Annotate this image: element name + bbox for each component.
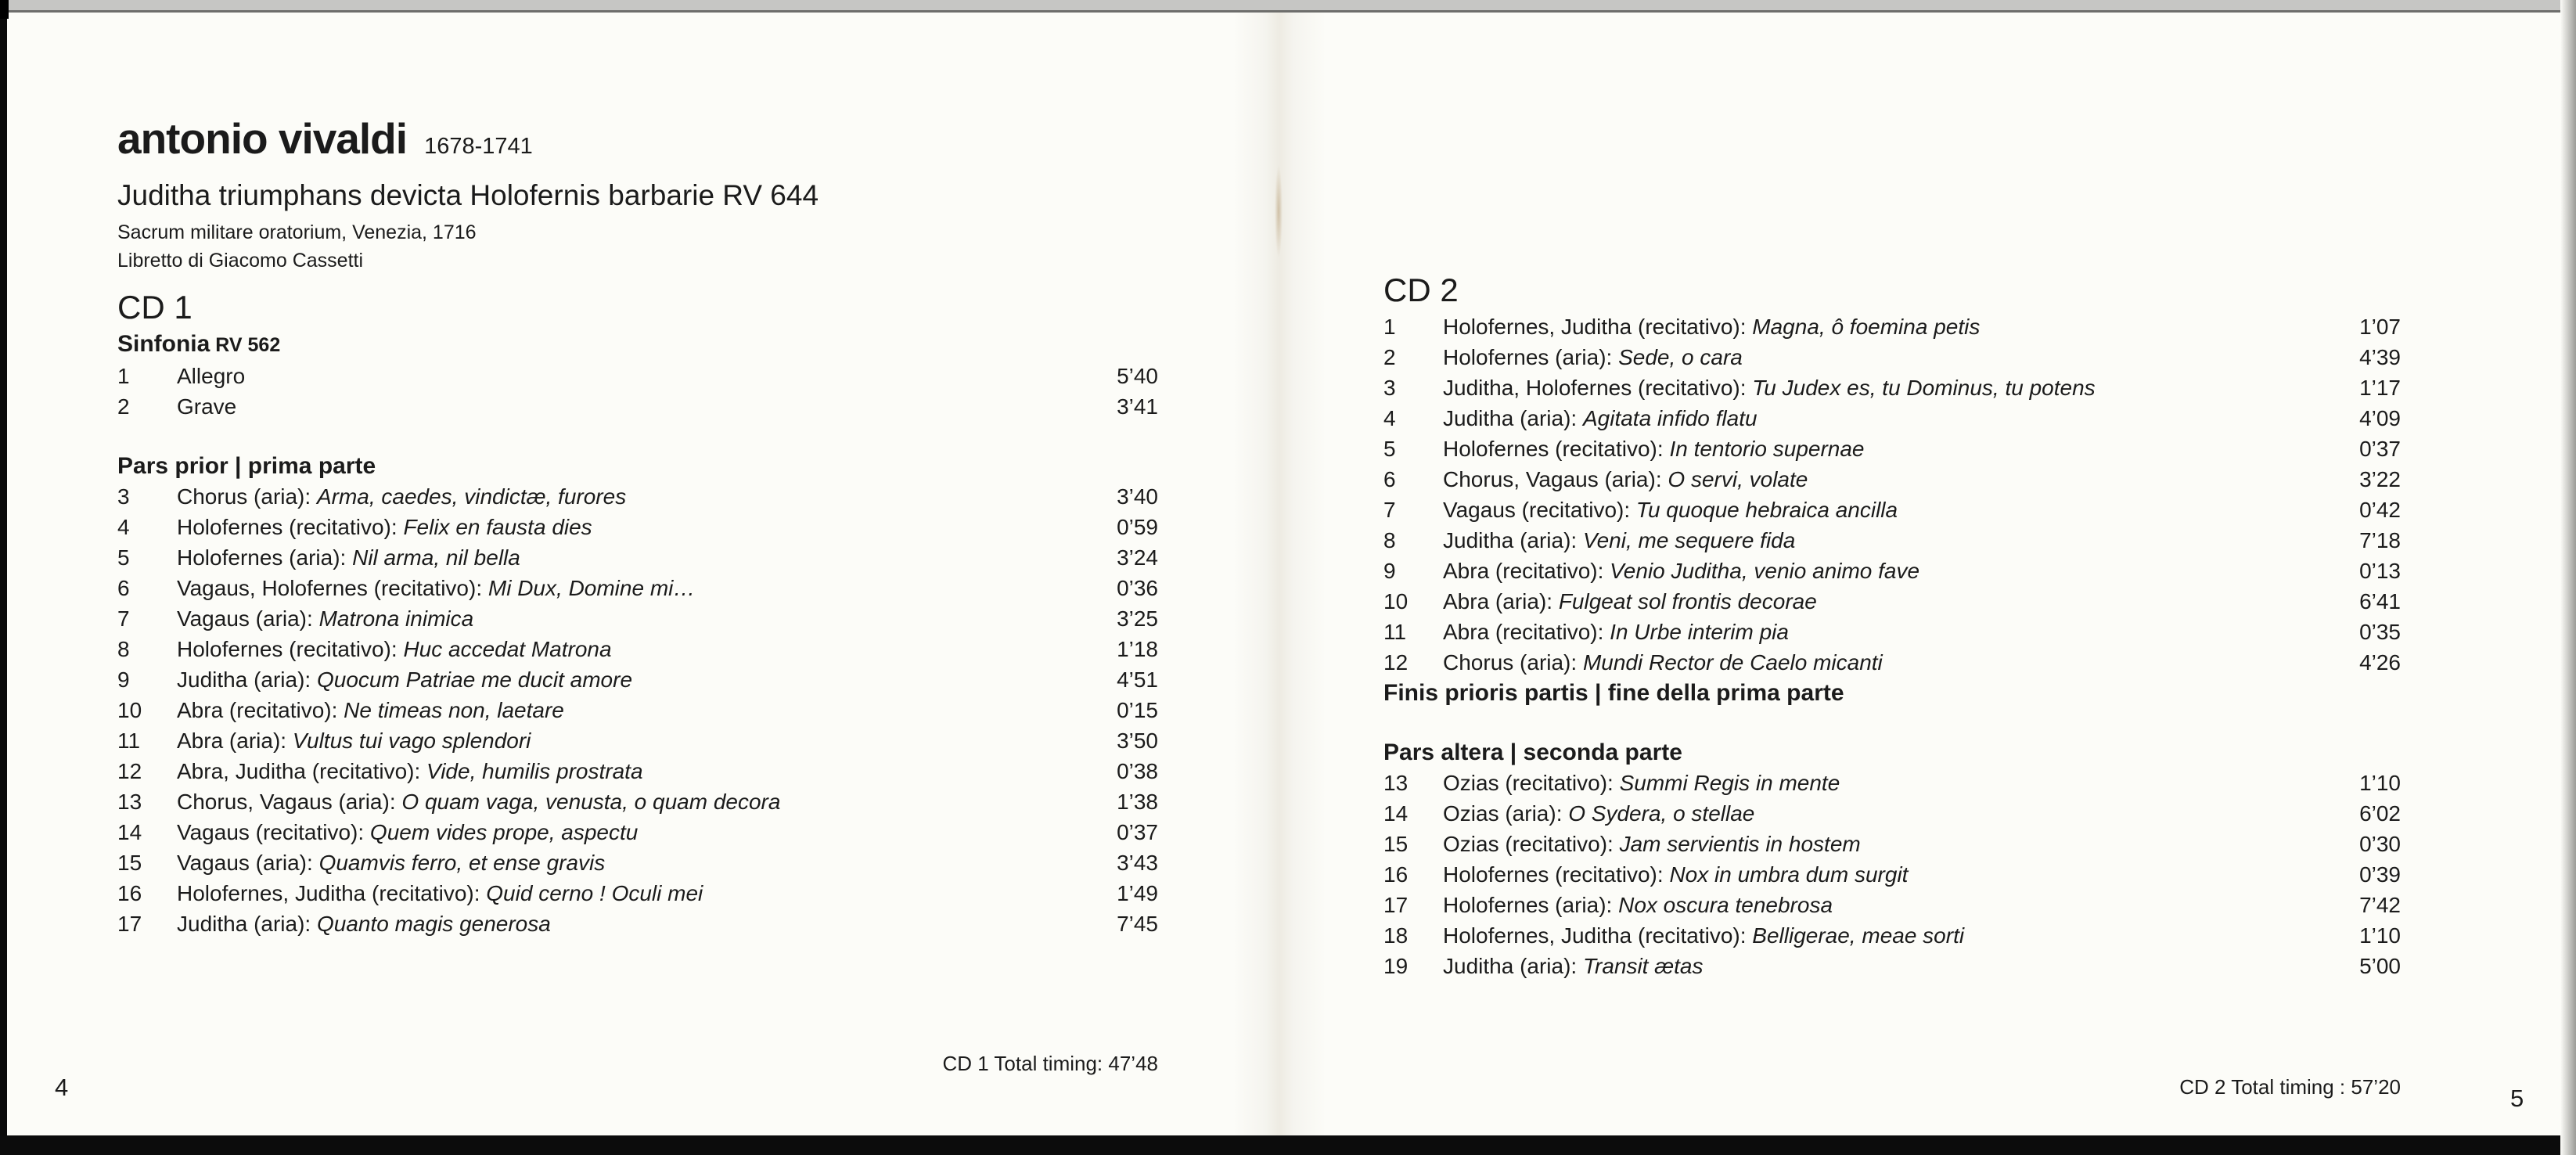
track-number: 7 bbox=[1383, 498, 1396, 523]
track-title: Juditha, Holofernes (recitativo): Tu Judex es, tu Dominus, tu potens bbox=[1443, 376, 2096, 401]
track-title: Juditha (aria): Transit ætas bbox=[1443, 954, 1704, 979]
track-timing: 4’09 bbox=[2359, 406, 2401, 431]
track-number: 17 bbox=[1383, 893, 1409, 918]
track-timing: 1’10 bbox=[2359, 771, 2401, 796]
track-number: 15 bbox=[117, 850, 142, 875]
section-heading: Finis prioris partis | fine della prima parte bbox=[1383, 680, 1844, 707]
track-title: Ozias (aria): O Sydera, o stellae bbox=[1443, 801, 1755, 826]
track-timing: 0’39 bbox=[2359, 862, 2401, 887]
track-row bbox=[1383, 859, 2401, 890]
track-title: Grave bbox=[177, 394, 237, 419]
track-number: 5 bbox=[117, 545, 130, 570]
track-timing: 3’41 bbox=[1117, 394, 1158, 419]
track-timing: 5’00 bbox=[2359, 954, 2401, 979]
track-timing: 0’36 bbox=[1117, 575, 1158, 600]
track-timing: 3’25 bbox=[1117, 606, 1158, 631]
track-timing: 3’50 bbox=[1117, 728, 1158, 753]
track-row bbox=[117, 573, 1158, 603]
track-title: Holofernes, Juditha (recitativo): Belligerae, meae sorti bbox=[1443, 923, 1965, 948]
track-title: Abra (recitativo): Ne timeas non, laetare bbox=[177, 697, 564, 722]
track-number: 1 bbox=[1383, 315, 1396, 340]
track-row bbox=[1383, 890, 2401, 920]
track-title: Holofernes (recitativo): Felix en fausta dies bbox=[177, 514, 592, 539]
scan-corner-mark bbox=[0, 0, 9, 19]
track-number: 12 bbox=[1383, 650, 1409, 675]
cd2-label: CD 2 bbox=[1383, 272, 1459, 308]
track-number: 2 bbox=[117, 394, 130, 419]
track-timing: 1’10 bbox=[2359, 923, 2401, 948]
cd2-total-timing: CD 2 Total timing : 57’20 bbox=[2179, 1075, 2401, 1099]
track-number: 16 bbox=[117, 880, 142, 905]
tracklist-cd1 bbox=[117, 329, 1158, 939]
track-row bbox=[117, 664, 1158, 695]
track-timing: 7’42 bbox=[2359, 893, 2401, 918]
track-row bbox=[1383, 768, 2401, 798]
track-timing: 6’41 bbox=[2359, 589, 2401, 614]
track-number: 13 bbox=[117, 789, 142, 814]
track-timing: 3’40 bbox=[1117, 484, 1158, 509]
track-number: 14 bbox=[117, 819, 142, 844]
track-row bbox=[117, 542, 1158, 573]
track-title: Chorus, Vagaus (aria): O quam vaga, venusta, o quam decora bbox=[177, 789, 781, 814]
track-row bbox=[1383, 525, 2401, 556]
track-row bbox=[117, 634, 1158, 664]
track-timing: 0’38 bbox=[1117, 758, 1158, 783]
track-timing: 0’37 bbox=[2359, 437, 2401, 462]
track-timing: 3’22 bbox=[2359, 467, 2401, 492]
track-title: Holofernes (aria): Nox oscura tenebrosa bbox=[1443, 893, 1833, 918]
track-number: 3 bbox=[1383, 376, 1396, 401]
track-number: 6 bbox=[117, 575, 130, 600]
track-number: 11 bbox=[117, 728, 141, 753]
track-number: 8 bbox=[1383, 528, 1396, 553]
track-number: 10 bbox=[1383, 589, 1409, 614]
track-row bbox=[1383, 372, 2401, 403]
track-row bbox=[1383, 342, 2401, 372]
track-title: Ozias (recitativo): Summi Regis in mente bbox=[1443, 771, 1840, 796]
track-number: 18 bbox=[1383, 923, 1409, 948]
composer-dates: 1678-1741 bbox=[424, 134, 533, 159]
scan-edge-left bbox=[0, 0, 7, 1155]
track-timing: 0’13 bbox=[2359, 559, 2401, 584]
track-timing: 1’49 bbox=[1117, 880, 1158, 905]
track-number: 6 bbox=[1383, 467, 1396, 492]
track-number: 3 bbox=[117, 484, 130, 509]
section-heading: Pars altera | seconda parte bbox=[1383, 739, 1682, 766]
track-title: Abra (aria): Vultus tui vago splendori bbox=[177, 728, 531, 753]
track-row bbox=[117, 481, 1158, 512]
track-title: Holofernes, Juditha (recitativo): Magna, ô foemina petis bbox=[1443, 315, 1981, 340]
track-row bbox=[117, 361, 1158, 391]
track-timing: 1’18 bbox=[1117, 636, 1158, 661]
track-number: 1 bbox=[117, 363, 130, 388]
track-number: 19 bbox=[1383, 954, 1409, 979]
track-number: 5 bbox=[1383, 437, 1396, 462]
track-timing: 7’18 bbox=[2359, 528, 2401, 553]
track-number: 2 bbox=[1383, 345, 1396, 370]
track-timing: 3’43 bbox=[1117, 850, 1158, 875]
track-number: 9 bbox=[1383, 559, 1396, 584]
track-timing: 5’40 bbox=[1117, 363, 1158, 388]
track-number: 11 bbox=[1383, 620, 1407, 645]
track-number: 10 bbox=[117, 697, 142, 722]
page-left bbox=[117, 114, 1158, 939]
track-title: Allegro bbox=[177, 363, 246, 388]
track-row bbox=[1383, 951, 2401, 981]
track-row bbox=[117, 878, 1158, 909]
track-title: Abra (recitativo): Venio Juditha, venio animo fave bbox=[1443, 559, 1920, 584]
track-title: Vagaus, Holofernes (recitativo): Mi Dux, Domine mi… bbox=[177, 575, 696, 600]
section-heading: Pars prior | prima parte bbox=[117, 452, 376, 479]
track-row bbox=[1383, 647, 2401, 678]
track-title: Juditha (aria): Veni, me sequere fida bbox=[1443, 528, 1796, 553]
page-number-right: 5 bbox=[2510, 1085, 2524, 1112]
page-number-left: 4 bbox=[55, 1074, 69, 1101]
track-title: Vagaus (aria): Matrona inimica bbox=[177, 606, 474, 631]
track-title: Abra (recitativo): In Urbe interim pia bbox=[1443, 620, 1789, 645]
composer-name: antonio vivaldi bbox=[117, 114, 408, 163]
track-timing: 0’35 bbox=[2359, 620, 2401, 645]
track-number: 16 bbox=[1383, 862, 1409, 887]
tracklist-cd2 bbox=[1383, 311, 2401, 981]
cd1-label: CD 1 bbox=[117, 288, 192, 326]
track-number: 12 bbox=[117, 758, 142, 783]
work-title: Juditha triumphans devicta Holofernis barbarie RV 644 bbox=[117, 179, 819, 211]
track-title: Vagaus (aria): Quamvis ferro, et ense gravis bbox=[177, 850, 606, 875]
track-row bbox=[117, 603, 1158, 634]
track-number: 4 bbox=[117, 514, 130, 539]
track-title: Holofernes (recitativo): Nox in umbra dum surgit bbox=[1443, 862, 1909, 887]
scan-edge-bottom bbox=[0, 1135, 2576, 1155]
track-title: Juditha (aria): Agitata infido flatu bbox=[1443, 406, 1758, 431]
track-row bbox=[1383, 617, 2401, 647]
track-row bbox=[1383, 464, 2401, 495]
composer-line bbox=[117, 114, 1158, 163]
track-title: Chorus (aria): Mundi Rector de Caelo micanti bbox=[1443, 650, 1883, 675]
track-number: 13 bbox=[1383, 771, 1409, 796]
track-row bbox=[1383, 556, 2401, 586]
track-row bbox=[117, 725, 1158, 756]
section-heading: Sinfonia RV 562 bbox=[117, 330, 281, 357]
track-row bbox=[1383, 586, 2401, 617]
track-row bbox=[117, 847, 1158, 878]
work-libretto: Libretto di Giacomo Cassetti bbox=[117, 249, 364, 272]
track-title: Abra, Juditha (recitativo): Vide, humilis prostrata bbox=[177, 758, 643, 783]
track-number: 17 bbox=[117, 911, 142, 936]
work-subtitle: Sacrum militare oratorium, Venezia, 1716 bbox=[117, 221, 477, 243]
track-timing: 4’26 bbox=[2359, 650, 2401, 675]
scan-edge-top bbox=[0, 0, 2576, 13]
track-row bbox=[117, 695, 1158, 725]
track-title: Holofernes (aria): Nil arma, nil bella bbox=[177, 545, 520, 570]
track-timing: 1’38 bbox=[1117, 789, 1158, 814]
track-title: Holofernes (recitativo): In tentorio supernae bbox=[1443, 437, 1865, 462]
track-timing: 1’07 bbox=[2359, 315, 2401, 340]
track-title: Vagaus (recitativo): Tu quoque hebraica ancilla bbox=[1443, 498, 1898, 523]
track-timing: 4’39 bbox=[2359, 345, 2401, 370]
track-title: Juditha (aria): Quanto magis generosa bbox=[177, 911, 551, 936]
track-row bbox=[117, 391, 1158, 422]
track-timing: 1’17 bbox=[2359, 376, 2401, 401]
cd1-total-timing: CD 1 Total timing: 47’48 bbox=[942, 1052, 1158, 1075]
track-timing: 0’59 bbox=[1117, 514, 1158, 539]
track-timing: 0’15 bbox=[1117, 697, 1158, 722]
page-gutter bbox=[1232, 0, 1326, 1155]
track-timing: 7’45 bbox=[1117, 911, 1158, 936]
track-title: Holofernes, Juditha (recitativo): Quid cerno ! Oculi mei bbox=[177, 880, 703, 905]
track-title: Juditha (aria): Quocum Patriae me ducit amore bbox=[177, 667, 633, 692]
track-row bbox=[1383, 403, 2401, 434]
track-row bbox=[117, 512, 1158, 542]
track-timing: 4’51 bbox=[1117, 667, 1158, 692]
track-title: Holofernes (recitativo): Huc accedat Matrona bbox=[177, 636, 612, 661]
track-row bbox=[1383, 798, 2401, 829]
track-row bbox=[1383, 920, 2401, 951]
track-number: 7 bbox=[117, 606, 130, 631]
track-row bbox=[117, 756, 1158, 786]
track-number: 9 bbox=[117, 667, 130, 692]
track-row bbox=[117, 786, 1158, 817]
track-title: Abra (aria): Fulgeat sol frontis decorae bbox=[1443, 589, 1817, 614]
track-number: 15 bbox=[1383, 832, 1409, 857]
track-title: Ozias (recitativo): Jam servientis in hostem bbox=[1443, 832, 1861, 857]
track-number: 14 bbox=[1383, 801, 1409, 826]
track-timing: 0’37 bbox=[1117, 819, 1158, 844]
track-title: Vagaus (recitativo): Quem vides prope, aspectu bbox=[177, 819, 639, 844]
track-row bbox=[117, 909, 1158, 939]
page-right bbox=[1383, 272, 2401, 981]
track-row bbox=[1383, 311, 2401, 342]
track-timing: 3’24 bbox=[1117, 545, 1158, 570]
track-number: 8 bbox=[117, 636, 130, 661]
track-row bbox=[1383, 829, 2401, 859]
track-row bbox=[117, 817, 1158, 847]
scan-edge-right bbox=[2560, 0, 2576, 1155]
track-title: Chorus, Vagaus (aria): O servi, volate bbox=[1443, 467, 1808, 492]
track-title: Chorus (aria): Arma, caedes, vindictæ, furores bbox=[177, 484, 627, 509]
track-row bbox=[1383, 495, 2401, 525]
track-number: 4 bbox=[1383, 406, 1396, 431]
track-timing: 0’30 bbox=[2359, 832, 2401, 857]
track-timing: 6’02 bbox=[2359, 801, 2401, 826]
track-title: Holofernes (aria): Sede, o cara bbox=[1443, 345, 1743, 370]
track-row bbox=[1383, 434, 2401, 464]
track-timing: 0’42 bbox=[2359, 498, 2401, 523]
